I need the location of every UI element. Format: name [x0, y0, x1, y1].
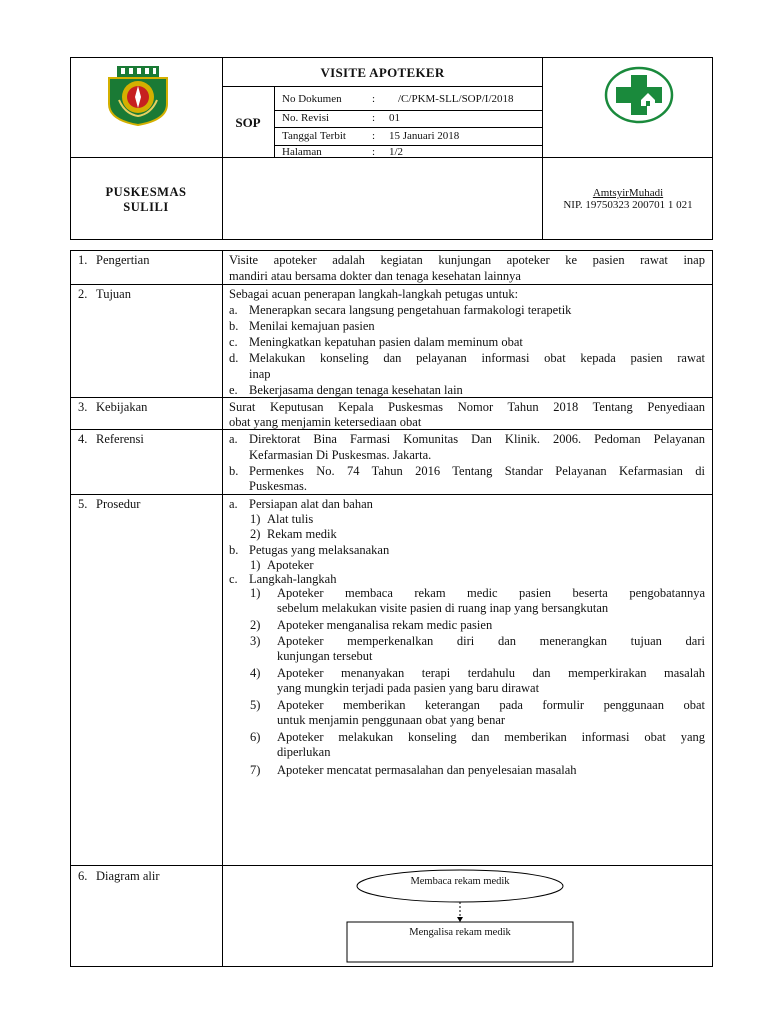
field-value-no-dokumen: /C/PKM-SLL/SOP/I/2018: [398, 93, 514, 105]
list-marker: 2): [250, 527, 261, 541]
list-marker: 1): [250, 512, 261, 526]
tujuan-item: Bekerjasama dengan tenaga kesehatan lain: [249, 383, 463, 397]
prosedur-b-item: Apoteker: [267, 558, 314, 572]
field-label-no-revisi: No. Revisi: [282, 112, 330, 124]
list-marker: d.: [229, 351, 239, 365]
section-number: 4.: [78, 432, 88, 446]
sop-label: SOP: [235, 115, 261, 130]
referensi-item-continued: Puskesmas.: [249, 479, 307, 493]
flow-arrow-head: [457, 917, 463, 922]
org-name-line-2: SULILI: [123, 200, 169, 214]
flow-node-1-label: Membaca rekam medik: [410, 876, 510, 887]
field-divider-2: [274, 127, 543, 128]
step-text-continued: sebelum melakukan visite pasien di ruang inap yang bersangkutan: [277, 601, 609, 615]
list-marker: b.: [229, 319, 239, 333]
field-sep: :: [372, 130, 376, 142]
section-number: 2.: [78, 287, 88, 301]
step-text-continued: kunjungan tersebut: [277, 649, 373, 663]
list-marker: a.: [229, 432, 238, 446]
field-sep: :: [372, 93, 376, 105]
field-value-tanggal-terbit: 15 Januari 2018: [389, 130, 460, 142]
tujuan-item: Menilai kemajuan pasien: [249, 319, 375, 333]
list-marker: c.: [229, 572, 238, 586]
step-marker: 1): [250, 586, 261, 600]
section-number: 3.: [78, 400, 88, 414]
step-text: Apoteker memperkenalkan diri dan menerangkan tujuan dari: [277, 634, 705, 648]
field-label-halaman: Halaman: [282, 146, 322, 158]
step-text-continued: yang mungkin terjadi pada pasien yang baru dirawat: [277, 681, 540, 695]
list-marker: b.: [229, 543, 239, 557]
row-divider-1: [70, 284, 713, 285]
step-marker: 2): [250, 618, 261, 632]
tujuan-item-continued: inap: [249, 367, 271, 381]
header-divider-left: [222, 57, 223, 240]
step-text: Apoteker menganalisa rekam medic pasien: [277, 618, 493, 632]
list-marker: b.: [229, 464, 239, 478]
field-label-no-dokumen: No Dokumen: [282, 93, 342, 105]
section-number: 6.: [78, 869, 88, 883]
step-marker: 4): [250, 666, 261, 680]
header-divider-title: [222, 86, 543, 87]
step-text: Apoteker mencatat permasalahan dan penyelesaian masalah: [277, 763, 577, 777]
sop-divider: [274, 86, 275, 158]
signer-nip: NIP. 19750323 200701 1 021: [563, 199, 693, 211]
step-marker: 5): [250, 698, 261, 712]
field-value-halaman: 1/2: [389, 146, 404, 158]
step-marker: 3): [250, 634, 261, 648]
list-marker: 1): [250, 558, 261, 572]
step-marker: 7): [250, 763, 261, 777]
referensi-item: Permenkes No. 74 Tahun 2016 Tentang Standar Pelayanan Kefarmasian di: [249, 464, 705, 478]
header-divider-right: [542, 57, 543, 240]
step-text: Apoteker membaca rekam medic pasien beserta pengobatannya: [277, 586, 705, 600]
section-label-pengertian: Pengertian: [96, 253, 150, 267]
prosedur-a-heading: Persiapan alat dan bahan: [249, 497, 373, 511]
regency-emblem-logo: [103, 64, 173, 126]
prosedur-a-item: Rekam medik: [267, 527, 337, 541]
prosedur-a-item: Alat tulis: [267, 512, 314, 526]
section-label-diagram-alir: Diagram alir: [96, 869, 160, 883]
tujuan-item: Melakukan konseling dan pelayanan informasi obat kepada pasien rawat: [249, 351, 705, 365]
puskesmas-cross-logo: [604, 66, 674, 124]
list-marker: a.: [229, 303, 238, 317]
step-text: Apoteker menanyakan terapi terdahulu dan memperkirakan masalah: [277, 666, 705, 680]
step-text-continued: untuk menjamin penggunaan obat yang benar: [277, 713, 506, 727]
field-sep: :: [372, 146, 376, 158]
pengertian-text-line-2: mandiri atau bersama dokter dan tenaga kesehatan lainnya: [229, 269, 521, 283]
field-value-no-revisi: 01: [389, 112, 400, 124]
section-label-prosedur: Prosedur: [96, 497, 141, 511]
field-label-tanggal-terbit: Tanggal Terbit: [282, 130, 346, 142]
label-column-divider: [222, 250, 223, 967]
tujuan-item: Meningkatkan kepatuhan pasien dalam meminum obat: [249, 335, 523, 349]
kebijakan-text-line-1: Surat Keputusan Kepala Puskesmas Nomor Tahun 2018 Tentang Penyediaan: [229, 400, 705, 414]
section-label-tujuan: Tujuan: [96, 287, 131, 301]
step-text-continued: diperlukan: [277, 745, 331, 759]
section-label-referensi: Referensi: [96, 432, 144, 446]
prosedur-b-heading: Petugas yang melaksanakan: [249, 543, 390, 557]
step-text: Apoteker memberikan keterangan pada formulir penggunaan obat: [277, 698, 705, 712]
document-title: VISITE APOTEKER: [320, 65, 445, 80]
tujuan-item: Menerapkan secara langsung pengetahuan farmakologi terapetik: [249, 303, 572, 317]
kebijakan-text-line-2: obat yang menjamin ketersediaan obat: [229, 415, 422, 429]
prosedur-c-heading: Langkah-langkah: [249, 572, 337, 586]
section-number: 1.: [78, 253, 88, 267]
field-sep: :: [372, 112, 376, 124]
signer-name: AmtsyirMuhadi: [592, 187, 664, 199]
row-divider-4: [70, 494, 713, 495]
list-marker: c.: [229, 335, 238, 349]
pengertian-text-line-1: Visite apoteker adalah kegiatan kunjungan apoteker ke pasien rawat inap: [229, 253, 705, 267]
section-number: 5.: [78, 497, 88, 511]
list-marker: a.: [229, 497, 238, 511]
list-marker: e.: [229, 383, 238, 397]
step-marker: 6): [250, 730, 261, 744]
step-text: Apoteker melakukan konseling dan memberikan informasi obat yang: [277, 730, 705, 744]
flow-node-2-label: Mengalisa rekam medik: [409, 927, 511, 938]
referensi-item-continued: Kefarmasian Di Puskesmas. Jakarta.: [249, 448, 432, 462]
section-label-kebijakan: Kebijakan: [96, 400, 148, 414]
tujuan-intro: Sebagai acuan penerapan langkah-langkah petugas untuk:: [229, 287, 519, 301]
org-name-line-1: PUSKESMAS: [105, 185, 187, 199]
referensi-item: Direktorat Bina Farmasi Komunitas Dan Klinik. 2006. Pedoman Pelayanan: [249, 432, 705, 446]
